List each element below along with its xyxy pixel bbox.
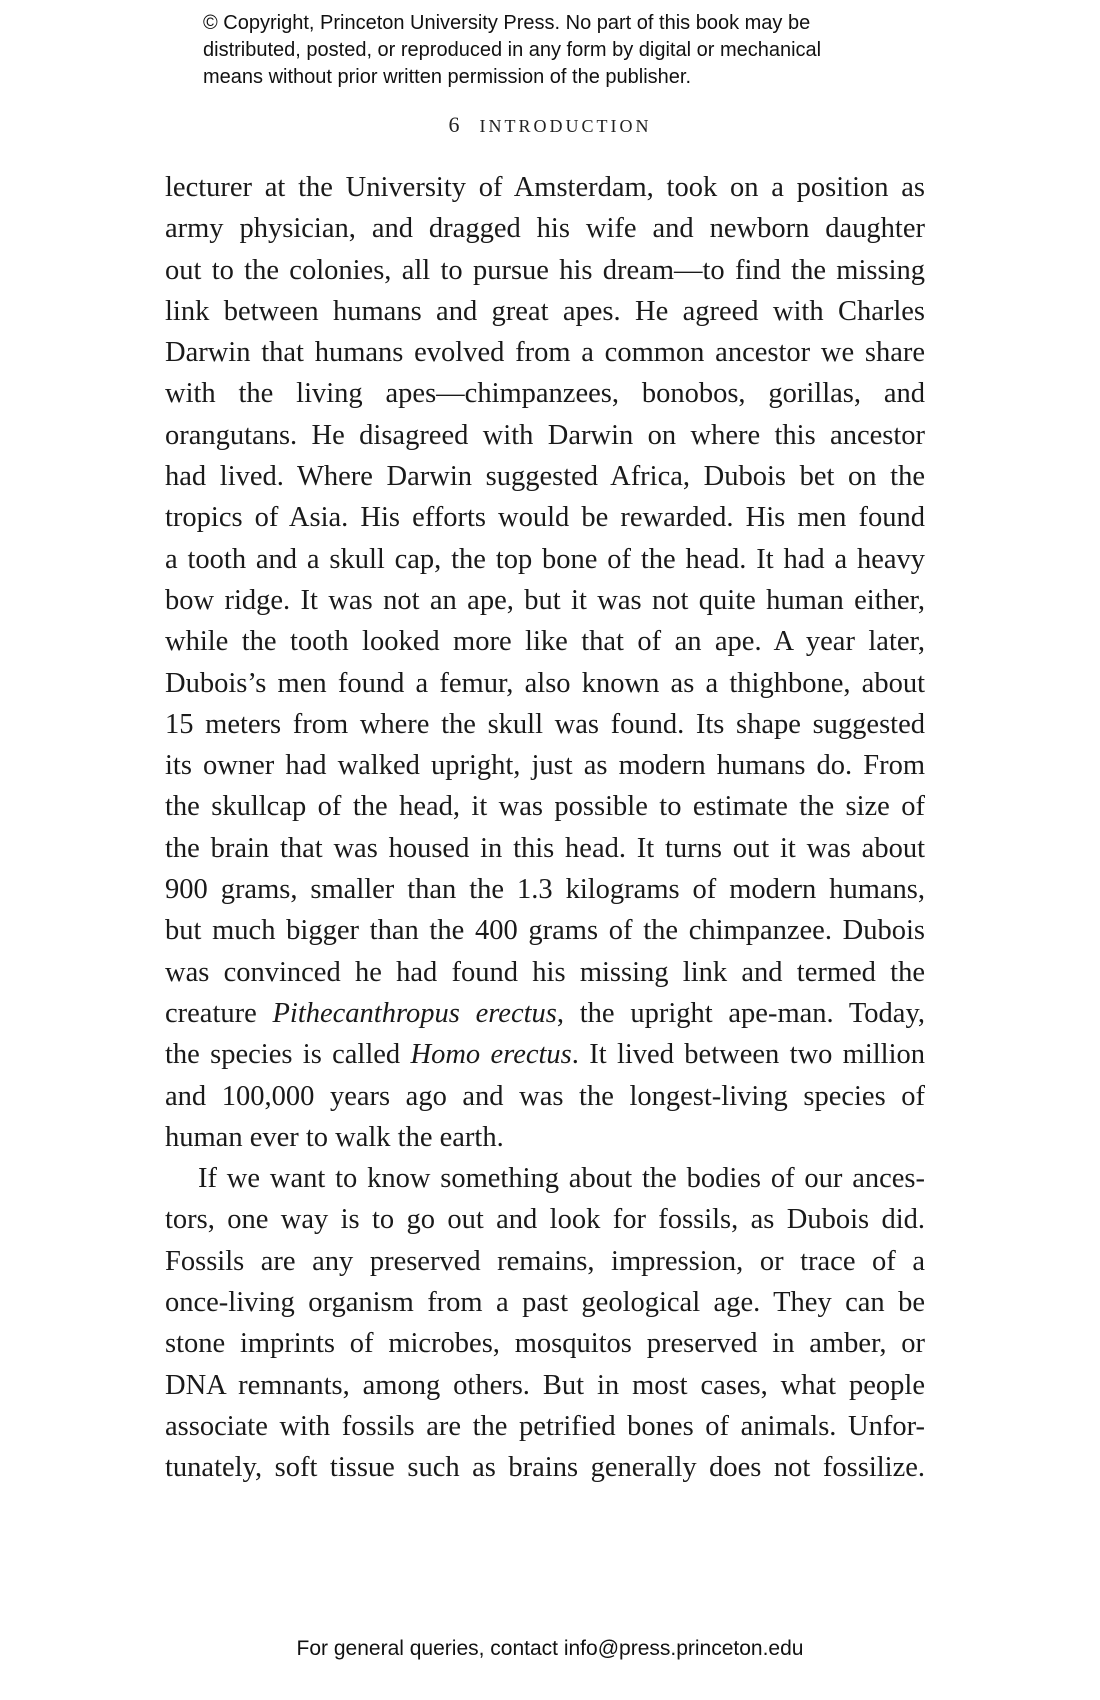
text-line: Fossils are any preserved remains, impression, or trace of a [165, 1245, 925, 1277]
copyright-line: distributed, posted, or reproduced in any form by digital or mechanical [203, 39, 822, 61]
copyright-line: © Copyright, Princeton University Press. No part of this book may be [203, 12, 811, 34]
footer-contact: For general queries, contact info@press.princeton.edu [296, 1637, 804, 1660]
body-text [165, 167, 925, 1489]
text-line: DNA remnants, among others. But in most cases, what people [165, 1369, 925, 1401]
text-run: , the upright ape-man. Today, [556, 997, 925, 1029]
copyright-line: means without prior written permission of the publisher. [203, 66, 692, 88]
paragraph-2 [165, 1158, 925, 1488]
text-line: bow ridge. It was not an ape, but it was not quite human either, [165, 584, 925, 616]
text-line: with the living apes—chimpanzees, bonobos, gorillas, and [165, 378, 925, 410]
text-line: once-living organism from a past geological age. They can be [165, 1287, 925, 1319]
text-line: 15 meters from where the skull was found. Its shape suggested [165, 708, 925, 740]
paragraph-1 [165, 167, 925, 1158]
text-line: tropics of Asia. His efforts would be rewarded. His men found [165, 502, 925, 534]
text-line: tors, one way is to go out and look for fossils, as Dubois did. [165, 1204, 925, 1236]
text-line: 900 grams, smaller than the 1.3 kilograms of modern humans, [165, 874, 925, 906]
text-line: the brain that was housed in this head. It turns out it was about [165, 832, 925, 864]
text-line [165, 1034, 925, 1075]
text-line: link between humans and great apes. He agreed with Charles [165, 295, 925, 327]
text-line: was convinced he had found his missing link and termed the [165, 956, 925, 988]
text-line: associate with fossils are the petrified bones of animals. Unfor- [165, 1410, 925, 1442]
text-line: Dubois’s men found a femur, also known as a thighbone, about [165, 667, 925, 699]
text-line: lecturer at the University of Amsterdam, took on a position as [165, 172, 925, 203]
text-line: stone imprints of microbes, mosquitos preserved in amber, or [165, 1328, 925, 1360]
text-line: while the tooth looked more like that of an ape. A year later, [165, 626, 925, 658]
text-line: If we want to know something about the bodies of our ances- [198, 1163, 925, 1195]
copyright-notice [203, 10, 923, 91]
text-run: the species is called [165, 1039, 411, 1071]
page-number: 6 [448, 112, 460, 137]
text-line: orangutans. He disagreed with Darwin on where this ancestor [165, 419, 925, 451]
running-head [0, 112, 1100, 138]
text-line: human ever to walk the earth. [165, 1121, 504, 1153]
text-line: tunately, soft tissue such as brains generally does not fossilize. [165, 1452, 925, 1484]
text-line: its owner had walked upright, just as modern humans do. From [165, 750, 925, 782]
text-run: creature [165, 997, 273, 1029]
text-line: Darwin that humans evolved from a common ancestor we share [165, 337, 925, 369]
chapter-title: INTRODUCTION [479, 116, 652, 136]
text-line: the skullcap of the head, it was possible to estimate the size of [165, 791, 925, 823]
text-line [165, 993, 925, 1034]
text-line: a tooth and a skull cap, the top bone of the head. It had a heavy [165, 543, 925, 575]
text-line: and 100,000 years ago and was the longest-living species of [165, 1080, 925, 1112]
italic-species-name: Homo erectus [410, 1039, 572, 1071]
text-line: but much bigger than the 400 grams of the chimpanzee. Dubois [165, 915, 925, 947]
text-line: out to the colonies, all to pursue his dream—to find the missing [165, 254, 925, 286]
text-run: . It lived between two million [571, 1039, 926, 1071]
text-line: army physician, and dragged his wife and newborn daughter [165, 213, 925, 245]
text-line: had lived. Where Darwin suggested Africa, Dubois bet on the [165, 461, 925, 493]
italic-species-name: Pithecanthropus erectus [272, 997, 557, 1029]
